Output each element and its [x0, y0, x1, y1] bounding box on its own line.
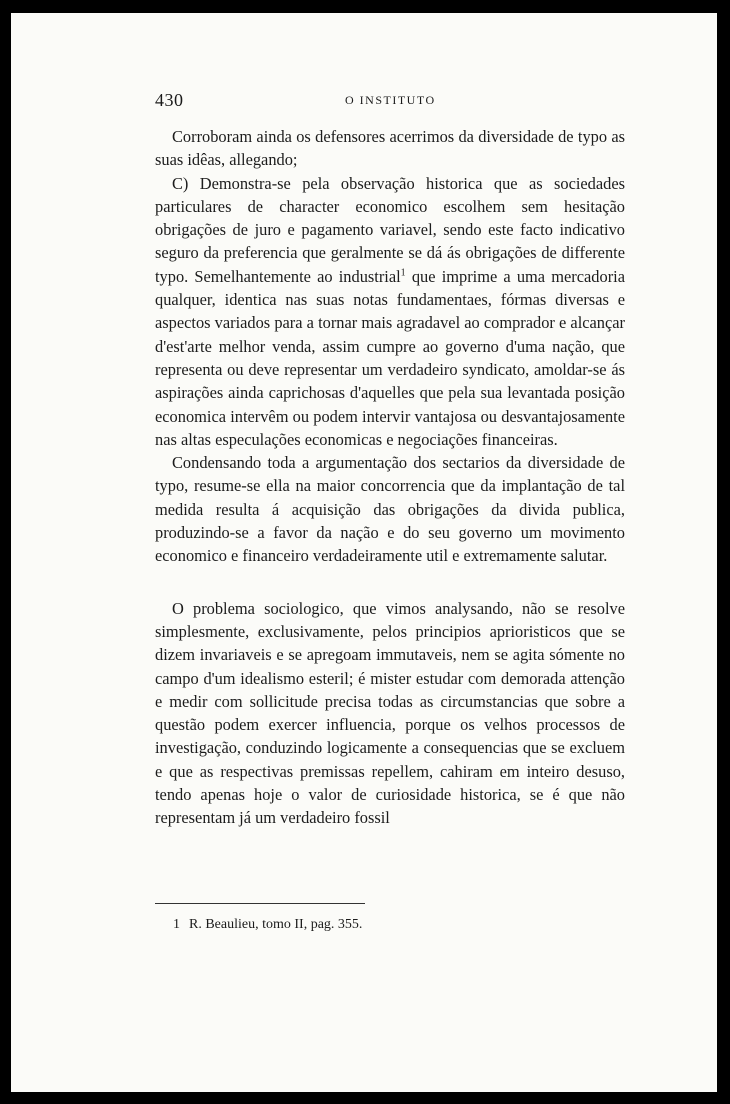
- footnote-mark: 1: [173, 917, 180, 932]
- paragraph-2-text-end: que imprime a uma mercadoria qualquer, identica nas suas notas fundamentaes, fórmas diversas e aspectos variados para a tornar mais agradavel ao comprador e alcançar d'est'arte melhor venda, assim cumpre ao governo d'uma nação, que representa ou deve representar um verdadeiro syndicato, amoldar-se ás aspirações ainda caprichosas d'aquelles que pela sua levantada posição economica intervêm ou podem intervir vantajosa ou desvantajosamente nas altas especulações economicas e negociações financeiras.: [155, 266, 625, 449]
- page-header: [155, 90, 625, 114]
- page-number: 430: [155, 90, 184, 110]
- paragraph-2-text-start: C) Demonstra-se pela observação historica que as sociedades particulares de character economico escolhem sem hesitação obrigações de juro e pagamento variavel, sendo este facto indicativo seguro da preferencia que geralmente se dá ás obrigações de differente typo. Semelhantemente ao industrial: [155, 173, 625, 286]
- document-page: [11, 13, 717, 1092]
- footnote-text: R. Beaulieu, tomo II, pag. 355.: [189, 917, 363, 932]
- paragraph-4: O problema sociologico, que vimos analysando, não se resolve simplesmente, exclusivamente, pelos principios aprioristicos que se dizem invariaveis e se apregoam immutaveis, nem se agita sómente no campo d'um idealismo esteril; é mister estudar com demorada attenção e medir com sollicitude precisa todas as circumstancias que sobre a questão podem exercer influencia, porque os velhos processos de investigação, conduzindo logicamente a consequencias que se excluem e que as respectivas premissas repellem, cahiram em inteiro desuso, tendo apenas hoje o valor de curiosidade historica, se é que não representam já um verdadeiro fossil: [155, 598, 625, 828]
- paragraph-2: [155, 172, 625, 452]
- footnote: [173, 917, 362, 933]
- footnote-reference: 1: [400, 267, 406, 279]
- body-text: [155, 125, 625, 830]
- running-head: O INSTITUTO: [345, 93, 436, 107]
- paragraph-1: Corroboram ainda os defensores acerrimos da diversidade de typo as suas idêas, allegando;: [155, 127, 625, 170]
- footnote-divider: [155, 903, 365, 904]
- paragraph-3: Condensando toda a argumentação dos sectarios da diversidade de typo, resume-se ella na maior concorrencia que da implantação de tal medida resulta á acquisição das obrigações da divida publica, produzindo-se a favor da nação e do seu governo um movimento economico e financeiro verdadeiramente util e extremamente salutar.: [155, 453, 625, 566]
